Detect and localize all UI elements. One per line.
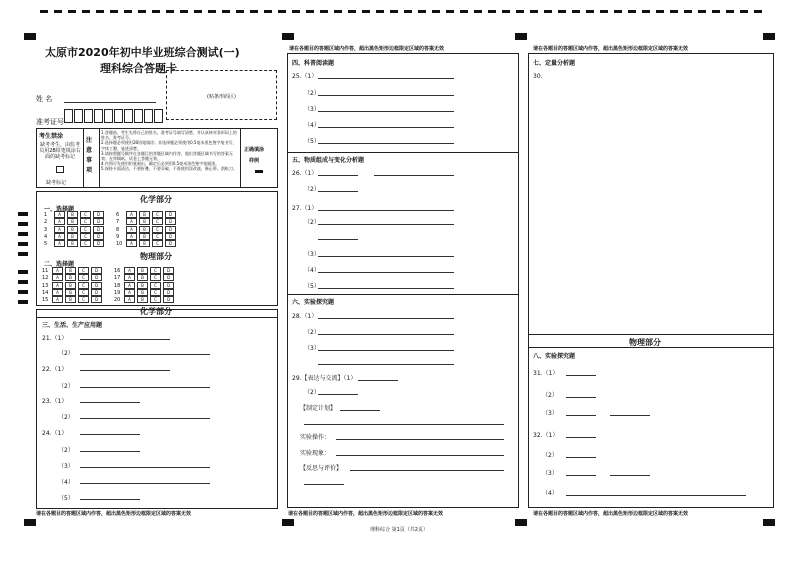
choice-bubble-c[interactable]: C (152, 226, 163, 233)
choice-bubble-d[interactable]: D (91, 296, 102, 303)
part-label: （5） (304, 283, 320, 290)
answer-line[interactable] (80, 467, 210, 468)
part-label: （2） (542, 452, 558, 459)
choice-bubble-b[interactable]: B (67, 233, 78, 240)
choice-row (42, 296, 104, 304)
part-label: （2） (304, 329, 320, 336)
choice-bubble-a[interactable]: A (126, 218, 137, 225)
part-label: （5） (58, 495, 74, 502)
absent-mark-box[interactable] (56, 166, 64, 173)
question-number: 3 (44, 226, 48, 233)
q23-label: 23.（1） (42, 398, 68, 405)
timing-mark (18, 232, 28, 236)
answer-line[interactable] (318, 272, 454, 273)
answer-line[interactable] (80, 483, 210, 484)
choice-bubble-d[interactable]: D (93, 226, 104, 233)
q21-label: 21.（1） (42, 335, 68, 342)
part-label: （3） (304, 345, 320, 352)
part-label: （3） (542, 410, 558, 417)
choice-bubble-a[interactable]: A (54, 233, 65, 240)
answer-line[interactable] (566, 397, 596, 398)
choice-bubble-d[interactable]: D (91, 282, 102, 289)
ticket-label: 准考证号 (36, 118, 64, 126)
exam-title: 太原市2020年初中毕业班综合测试(一) (45, 46, 240, 59)
question-number: 20 (114, 297, 121, 304)
part-label: （4） (304, 122, 320, 129)
choice-bubble-b[interactable]: B (139, 211, 150, 218)
choice-bubble-b[interactable]: B (65, 282, 76, 289)
notice-label: 注意事项 (86, 137, 93, 174)
choice-bubble-b[interactable]: B (65, 296, 76, 303)
question-number: 11 (42, 268, 49, 274)
q27-label: 27.（1） (292, 205, 318, 212)
question-number: 15 (42, 297, 49, 304)
choice-bubble-d[interactable]: D (163, 282, 174, 289)
timing-mark (18, 280, 28, 284)
question-number: 17 (114, 275, 121, 282)
answer-line[interactable] (336, 439, 504, 440)
question-number: 6 (116, 212, 120, 218)
question-number: 4 (44, 233, 48, 240)
correct-fill-example: 样例 (249, 158, 260, 164)
choice-bubble-d[interactable]: D (163, 289, 174, 296)
answer-line[interactable] (566, 375, 596, 376)
alignment-mark (24, 519, 36, 526)
column3-panel (528, 53, 774, 508)
q29-label: 29.【表达与交流】（1） (292, 375, 357, 382)
absent-mark-label: 缺考标记 (46, 180, 67, 186)
part-label: （2） (58, 350, 74, 357)
timing-mark (18, 290, 28, 294)
choice-bubble-a[interactable]: A (126, 233, 137, 240)
answer-line[interactable] (358, 380, 398, 381)
warning-text: 请在各题目的答题区域内作答，超出黑色矩形边框限定区域的答案无效 (533, 511, 689, 517)
question-number: 14 (42, 289, 49, 296)
part-label: （2） (304, 389, 320, 396)
part-label: （4） (542, 490, 558, 497)
question-number: 10 (116, 241, 123, 248)
answer-line[interactable] (318, 224, 454, 225)
part-label: （5） (304, 138, 320, 145)
section4-title: 四、科普阅读题 (292, 60, 335, 67)
choice-bubble-d[interactable]: D (91, 274, 102, 281)
answer-line[interactable] (80, 402, 140, 403)
phenomenon-label: 实验现象： (300, 450, 331, 457)
question-number: 18 (114, 282, 121, 289)
warning-text: 请在各题目的答题区域内作答，超出黑色矩形边框限定区域的答案无效 (288, 511, 444, 517)
choice-bubble-d[interactable]: D (91, 267, 102, 274)
answer-line[interactable] (318, 318, 454, 319)
alignment-mark (24, 33, 36, 40)
answer-line[interactable] (318, 334, 454, 335)
section7-title: 七、定量分析题 (533, 60, 576, 67)
answer-line[interactable] (318, 143, 454, 144)
q31-label: 31.（1） (533, 370, 559, 377)
choice-bubble-b[interactable]: B (137, 282, 148, 289)
choice-bubble-c[interactable]: C (152, 233, 163, 240)
part-label: （2） (304, 186, 320, 193)
filled-sample (255, 170, 263, 173)
answer-line[interactable] (318, 111, 454, 112)
answer-line[interactable] (80, 339, 170, 340)
choice-bubble-b[interactable]: B (139, 233, 150, 240)
phys-section-title-2: 物理部分 (629, 338, 661, 347)
answer-line[interactable] (80, 370, 170, 371)
part-label: （2） (58, 383, 74, 390)
answer-line[interactable] (374, 175, 454, 176)
choice-bubble-c[interactable]: C (152, 218, 163, 225)
q22-label: 22.（1） (42, 366, 68, 373)
warning-text: 请在各题目的答题区域内作答，超出黑色矩形边框限定区域的答案无效 (289, 46, 445, 52)
choice-bubble-d[interactable]: D (165, 233, 176, 240)
question-number: 1 (44, 212, 48, 218)
part-label: （4） (58, 479, 74, 486)
choice-bubble-c[interactable]: C (80, 218, 91, 225)
choice-bubble-d[interactable]: D (93, 240, 104, 247)
plan-label: 【制定计划】 (300, 405, 337, 412)
name-label: 姓 名 (36, 95, 53, 103)
choice-bubble-b[interactable]: B (137, 267, 148, 274)
choice-bubble-c[interactable]: C (150, 296, 161, 303)
choice-bubble-b[interactable]: B (65, 274, 76, 281)
question-number: 19 (114, 289, 121, 296)
choice-bubble-d[interactable]: D (163, 267, 174, 274)
choice-bubble-c[interactable]: C (150, 282, 161, 289)
timing-mark (18, 212, 28, 216)
choice-bubble-c[interactable]: C (78, 282, 89, 289)
choice-bubble-b[interactable]: B (67, 226, 78, 233)
q26-label: 26.（1） (292, 170, 318, 177)
choice-bubble-a[interactable]: A (124, 289, 135, 296)
part-label: （2） (304, 90, 320, 97)
choice-bubble-a[interactable]: A (52, 274, 63, 281)
reflection-label: 【反思与评价】 (300, 465, 343, 472)
choice-bubble-c[interactable]: C (152, 211, 163, 218)
choice-bubble-a[interactable]: A (126, 226, 137, 233)
choice-bubble-d[interactable]: D (163, 274, 174, 281)
choice-bubble-b[interactable]: B (137, 296, 148, 303)
part-label: （2） (542, 392, 558, 399)
answer-line[interactable] (566, 415, 596, 416)
choice-bubble-d[interactable]: D (163, 296, 174, 303)
choice-bubble-c[interactable]: C (78, 296, 89, 303)
q32-label: 32.（1） (533, 432, 559, 439)
timing-mark (18, 242, 28, 246)
answer-line[interactable] (318, 127, 454, 128)
part-label: （2） (58, 447, 74, 454)
answer-line[interactable] (80, 451, 140, 452)
section5-title: 五、物质组成与变化分析题 (292, 157, 365, 164)
answer-line[interactable] (350, 470, 504, 471)
part-label: （3） (304, 106, 320, 113)
choice-bubble-a[interactable]: A (124, 282, 135, 289)
alignment-mark (515, 519, 527, 526)
answer-line[interactable] (80, 418, 210, 419)
choice-bubble-c[interactable]: C (150, 274, 161, 281)
part-label: （4） (304, 267, 320, 274)
answer-line[interactable] (318, 78, 454, 79)
choice-bubble-d[interactable]: D (91, 289, 102, 296)
question-number: 9 (116, 233, 120, 240)
answer-line[interactable] (318, 256, 454, 257)
choice-bubble-a[interactable]: A (126, 211, 137, 218)
q30-label: 30. (533, 73, 543, 80)
part-label: （2） (58, 414, 74, 421)
choice-bubble-b[interactable]: B (67, 218, 78, 225)
choice-bubble-d[interactable]: D (93, 233, 104, 240)
alignment-mark (282, 519, 294, 526)
phys-section-title: 物理部分 (140, 252, 172, 261)
part-label: （3） (58, 463, 74, 470)
answer-line[interactable] (304, 484, 344, 485)
question-number: 7 (116, 219, 120, 226)
choice-bubble-b[interactable]: B (65, 267, 76, 274)
choice-bubble-d[interactable]: D (165, 218, 176, 225)
choice-bubble-d[interactable]: D (93, 218, 104, 225)
choice-bubble-d[interactable]: D (165, 226, 176, 233)
choice-bubble-c[interactable]: C (80, 240, 91, 247)
question-number: 8 (116, 226, 120, 233)
choice-bubble-a[interactable]: A (52, 282, 63, 289)
choice-bubble-a[interactable]: A (54, 226, 65, 233)
choice-bubble-a[interactable]: A (54, 240, 65, 247)
part-label: （2） (304, 219, 320, 226)
choice-bubble-b[interactable]: B (139, 226, 150, 233)
choice-row (44, 240, 106, 248)
page-footer: 理科综合 第1页（共2页） (370, 527, 428, 533)
answer-line[interactable] (610, 475, 650, 476)
absent-text: 缺考考生，由监考员用2B铅笔填涂右面的缺考标记 (39, 142, 81, 160)
choice-bubble-c[interactable]: C (80, 233, 91, 240)
answer-line[interactable] (318, 350, 454, 351)
chem-section-title-2: 化学部分 (140, 307, 172, 316)
choice-bubble-c[interactable]: C (78, 267, 89, 274)
part-label: （3） (304, 251, 320, 258)
q28-label: 28.（1） (292, 313, 318, 320)
alignment-mark (515, 33, 527, 40)
question-number: 16 (114, 268, 121, 274)
choice-bubble-a[interactable]: A (52, 267, 63, 274)
alignment-mark (763, 33, 775, 40)
answer-line[interactable] (80, 354, 210, 355)
choice-bubble-c[interactable]: C (150, 267, 161, 274)
answer-line[interactable] (340, 410, 380, 411)
answer-line[interactable] (566, 457, 596, 458)
choice-bubble-b[interactable]: B (137, 274, 148, 281)
choice-bubble-c[interactable]: C (152, 240, 163, 247)
alignment-mark (763, 519, 775, 526)
choice-bubble-b[interactable]: B (67, 211, 78, 218)
answer-line[interactable] (318, 210, 454, 211)
timing-mark (18, 270, 28, 274)
answer-line[interactable] (304, 424, 504, 425)
question-number: 13 (42, 282, 49, 289)
timing-mark (18, 300, 28, 304)
choice-bubble-c[interactable]: C (78, 274, 89, 281)
answer-line[interactable] (610, 415, 650, 416)
choice-row (114, 296, 176, 304)
question-number: 2 (44, 219, 48, 226)
choice-bubble-b[interactable]: B (65, 289, 76, 296)
choice-bubble-b[interactable]: B (139, 218, 150, 225)
question-number: 12 (42, 275, 49, 282)
answer-line[interactable] (566, 495, 746, 496)
mc2-title: 二、选择题 (44, 261, 75, 268)
choice-bubble-c[interactable]: C (150, 289, 161, 296)
answer-line[interactable] (566, 437, 596, 438)
correct-fill-label: 正确填涂 (244, 147, 265, 153)
timing-mark (18, 252, 28, 256)
choice-bubble-a[interactable]: A (52, 289, 63, 296)
choice-bubble-a[interactable]: A (124, 296, 135, 303)
q24-label: 24.（1） (42, 430, 68, 437)
choice-bubble-b[interactable]: B (137, 289, 148, 296)
answer-line[interactable] (336, 455, 504, 456)
section3-title: 三、生活、生产应用题 (42, 322, 103, 329)
choice-bubble-a[interactable]: A (54, 211, 65, 218)
operation-label: 实验操作： (300, 434, 331, 441)
card-title: 理科综合答题卡 (100, 62, 177, 75)
choice-bubble-b[interactable]: B (139, 240, 150, 247)
answer-line[interactable] (80, 387, 210, 388)
timing-mark (18, 222, 28, 226)
answer-line[interactable] (318, 191, 358, 192)
answer-line[interactable] (318, 95, 454, 96)
name-field[interactable] (64, 102, 156, 103)
absent-title: 考生禁涂 (39, 133, 64, 140)
choice-bubble-d[interactable]: D (165, 240, 176, 247)
question-number: 5 (44, 241, 48, 248)
choice-bubble-b[interactable]: B (67, 240, 78, 247)
answer-line[interactable] (318, 394, 358, 395)
answer-line[interactable] (318, 175, 358, 176)
answer-line[interactable] (318, 364, 454, 365)
barcode-label: (贴条形码区) (207, 94, 236, 100)
choice-row (116, 240, 178, 248)
warning-text: 请在各题目的答题区域内作答，超出黑色矩形边框限定区域的答案无效 (533, 46, 689, 52)
choice-bubble-a[interactable]: A (52, 296, 63, 303)
choice-bubble-c[interactable]: C (80, 211, 91, 218)
timing-track (40, 0, 780, 20)
q25-label: 25.（1） (292, 73, 318, 80)
notice-list: 1.答题前，考生先将自己的姓名、准考证号填写清楚，并认真核对条形码上的姓名、准考证号。 2.选择题必须使用2B铅笔填涂；非选择题必须使用0.5毫米黑色签字笔书写，字体工整，笔迹清楚。 3.请按照题号顺序在各题目的答题区域内作答，超出答题区域书写的答案无效；在草稿纸、试卷上答题无效。 4.作图可先使用铅笔画出，确定后必须用0.5毫米黑色签字笔描黑。 5.保持卡面清洁，不要折叠、不要弄破，不准使用涂改液、修正带、刮纸刀。 (101, 130, 237, 172)
part-label: （3） (542, 470, 558, 477)
answer-line[interactable] (80, 499, 140, 500)
choice-bubble-d[interactable]: D (165, 211, 176, 218)
section8-title: 八、实验探究题 (533, 353, 576, 360)
warning-text: 请在各题目的答题区域内作答，超出黑色矩形边框限定区域的答案无效 (36, 511, 192, 517)
choice-bubble-c[interactable]: C (80, 226, 91, 233)
alignment-mark (282, 33, 294, 40)
choice-bubble-a[interactable]: A (124, 274, 135, 281)
choice-bubble-d[interactable]: D (93, 211, 104, 218)
chem-section-title: 化学部分 (140, 195, 172, 204)
section6-title: 六、实验探究题 (292, 299, 335, 306)
answer-line[interactable] (318, 239, 358, 240)
choice-bubble-a[interactable]: A (126, 240, 137, 247)
answer-line[interactable] (566, 475, 596, 476)
answer-line[interactable] (318, 288, 454, 289)
choice-bubble-a[interactable]: A (124, 267, 135, 274)
choice-bubble-c[interactable]: C (78, 289, 89, 296)
answer-line[interactable] (80, 434, 140, 435)
mc1-title: 一、选择题 (44, 206, 75, 213)
choice-bubble-a[interactable]: A (54, 218, 65, 225)
